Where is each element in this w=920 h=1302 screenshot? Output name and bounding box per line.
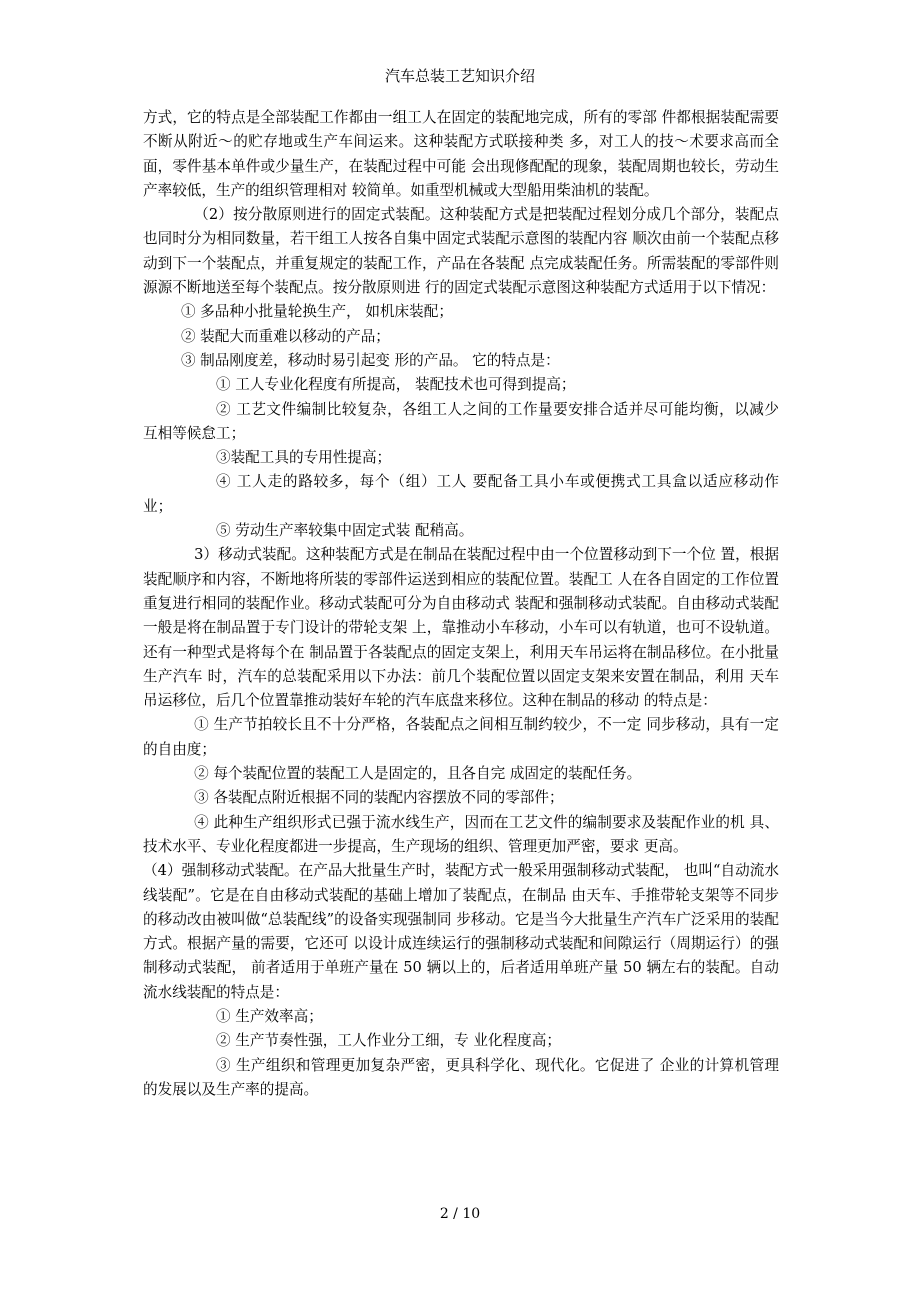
list-item-feature-2: ② 工艺文件编制比较复杂，各组工人之间的工作量要安排合适并尽可能均衡，以减少 互相等候怠工； bbox=[143, 400, 779, 442]
list-item-moving-feature-2: ② 每个装配位置的装配工人是固定的，且各自完 成固定的装配任务。 bbox=[194, 765, 642, 783]
paragraph-moving-assembly: 3）移动式装配。这种装配方式是在制品在装配过程中由一个位置移动到下一个位 置，根据装配顺序和内容，不断地将所装的零部件运送到相应的装配位置。装配工 人在各自固定的工作位置重复进行相同的装配作业。移动式装配可分为自由移动式 装配和强制移动式装配。自由移动式装配一般是将在制品置于专门设计的带轮支架 上，靠推动小车移动，小车可以有轨道，也可不设轨道。还有一种型式是将每个在 制品置于各装配点的固定支架上，利用天车吊运将在制品移位。在小批量生产汽车 时，汽车的总装配采用以下办法：前几个装配位置以固定支架来安置在制品，利用 天车吊运移位，后几个位置靠推动装好车轮的汽车底盘来移位。这种在制品的移动 的特点是： bbox=[143, 546, 779, 710]
list-item-auto-line-feature-1: ① 生产效率高； bbox=[216, 1007, 323, 1025]
paragraph-fixed-assembly-concentrated: 方式，它的特点是全部装配工作都由一组工人在固定的装配地完成，所有的零部 件都根据装配需要不断从附近～的贮存地或生产车间运来。这种装配方式联接种类 多，对工人的技～术要求高而全面，零件基本单件或少量生产，在装配过程中可能 会出现修配配的现象，装配周期也较长，劳动生产率较低，生产的组织管理相对 较简单。如重型机械或大型船用柴油机的装配。 bbox=[143, 109, 779, 199]
document-body bbox=[143, 106, 779, 1102]
list-item-feature-4: ④ 工人走的路较多，每个（组）工人 要配备工具小车或便携式工具盒以适应移动作业； bbox=[143, 473, 779, 515]
list-item-moving-feature-3: ③ 各装配点附近根据不同的装配内容摆放不同的零部件； bbox=[194, 789, 564, 807]
list-item-feature-3: ③装配工具的专用性提高； bbox=[216, 449, 392, 467]
list-item-applicable-2: ② 装配大而重难以移动的产品； bbox=[180, 327, 390, 345]
list-item-moving-feature-4: ④ 此种生产组织形式已强于流水线生产，因而在工艺文件的编制要求及装配作业的机 具、技术水平、专业化程度都进一步提高，生产现场的组织、管理更加严密，要求 更高。 bbox=[143, 813, 779, 855]
list-item-feature-5: ⑤ 劳动生产率较集中固定式装 配稍高。 bbox=[216, 522, 474, 540]
page-number: 2 / 10 bbox=[439, 1206, 481, 1222]
list-item-applicable-3: ③ 制品刚度差，移动时易引起变 形的产品。 它的特点是： bbox=[180, 351, 560, 369]
list-item-applicable-1: ① 多品种小批量轮换生产， 如机床装配； bbox=[180, 303, 453, 321]
page-header: 汽车总装工艺知识介绍 bbox=[384, 67, 535, 85]
list-item-moving-feature-1: ① 生产节拍较长且不十分严格，各装配点之间相互制约较少，不一定 同步移动，具有一定的自由度； bbox=[143, 716, 779, 758]
list-item-auto-line-feature-3: ③ 生产组织和管理更加复杂严密，更具科学化、现代化。它促进了 企业的计算机管理的发展以及生产率的提高。 bbox=[143, 1056, 779, 1098]
list-item-feature-1: ① 工人专业化程度有所提高， 装配技术也可得到提高； bbox=[216, 376, 576, 394]
list-item-auto-line-feature-2: ② 生产节奏性强，工人作业分工细，专 业化程度高； bbox=[216, 1032, 561, 1050]
paragraph-fixed-assembly-dispersed: （2）按分散原则进行的固定式装配。这种装配方式是把装配过程划分成几个部分，装配点也同时分为相同数量，若干组工人按各自集中固定式装配示意图的装配内容 顺次由前一个装配点移动到下一个装配点，并重复规定的装配工作，产品在各装配 点完成装配任务。所需装配的零部件则源源不断地送至每个装配点。按分散原则进 行的固定式装配示意图这种装配方式适用于以下情况： bbox=[143, 206, 779, 297]
paragraph-forced-moving-assembly: （4）强制移动式装配。在产品大批量生产时，装配方式一般采用强制移动式装配， 也叫“自动流水线装配”。它是在自由移动式装配的基础上增加了装配点，在制品 由天车、手推带轮支架等不同步的移动改由被叫做“总装配线”的设备实现强制同 步移动。它是当今大批量生产汽车广泛采用的装配方式。根据产量的需要，它还可 以设计成连续运行的强制移动式装配和间隙运行（周期运行）的强制移动式装配， 前者适用于单班产量在 50 辆以上的，后者适用单班产量 50 辆左右的装配。自动 流水线装配的特点是： bbox=[143, 862, 779, 1001]
